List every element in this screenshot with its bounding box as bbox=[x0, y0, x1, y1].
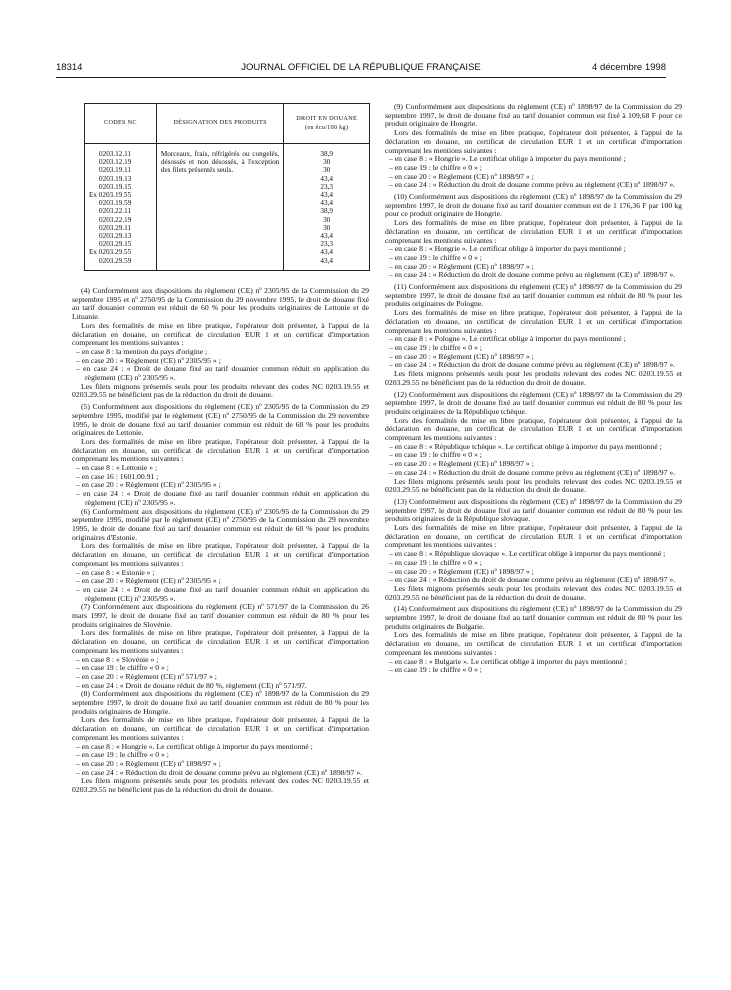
paragraph-6: (6) Conformément aux dispositions du règlement (CE) nº 2305/95 de la Commission du 29 septembre 1995, modifié par le règlement (CE) nº 2750/95 de la Commission du 29 novembre 1995, le droit de douane fixé au tarif douanier commun est réduit de 60 % pour les produits originaires d'Estonie. bbox=[72, 506, 369, 542]
paragraph-8-formalities: Lors des formalités de mise en libre pratique, l'opérateur doit présenter, à l'appui de la déclaration en douane, un certificat de circulation EUR 1 et un certificat d'importation comprenant les mentions suivantes : bbox=[72, 715, 369, 742]
paragraph-14-formalities: Lors des formalités de mise en libre pratique, l'opérateur doit présenter, à l'appui de la déclaration en douane, un certificat de circulation EUR 1 et un certificat d'importation comprenant les mentions suivantes : bbox=[385, 630, 682, 657]
journal-title: JOURNAL OFFICIEL DE LA RÉPUBLIQUE FRANÇAISE bbox=[241, 62, 481, 73]
list-item: – en case 19 : le chiffre « 0 » ; bbox=[76, 663, 169, 673]
nc-code: 0203.22.11 bbox=[99, 207, 132, 216]
duty-value: 38,9 bbox=[320, 207, 333, 216]
list-13 bbox=[385, 550, 682, 585]
list-item: – en case 24 : « Droit de douane fixé au tarif douanier commun réduit en application du règlement (CE) nº 2305/95 ». bbox=[76, 584, 369, 603]
list-6 bbox=[72, 569, 369, 604]
codes-cell bbox=[85, 144, 157, 271]
list-item: – en case 8 : « Hongrie ». Le certificat oblige à importer du pays mentionné ; bbox=[389, 244, 626, 254]
column-header-droit-label: DROIT EN DOUANE bbox=[296, 115, 358, 123]
tariff-table bbox=[84, 103, 370, 271]
right-column bbox=[385, 103, 682, 675]
paragraph-8: (8) Conformément aux dispositions du règlement (CE) nº 1898/97 de la Commission du 29 septembre 1997, le droit de douane fixé au tarif douanier commun est réduit de 80 % pour les produits originaires de Hongrie. bbox=[72, 689, 369, 716]
nc-code: 0203.19.11 bbox=[99, 166, 132, 175]
duty-value: 38,9 bbox=[320, 150, 333, 158]
list-item: – en case 24 : « Réduction du droit de douane comme prévu au règlement (CE) nº 1898/97 ». bbox=[389, 180, 676, 190]
list-item: – en case 20 : « Règlement (CE) nº 1898/97 » ; bbox=[389, 171, 534, 181]
nc-code: 0203.12.19 bbox=[99, 158, 132, 167]
nc-code: 0203.19.59 bbox=[99, 199, 132, 208]
list-item: – en case 24 : « Droit de douane réduit de 80 %, règlement (CE) nº 571/97. bbox=[76, 680, 307, 690]
column-header-designation: DÉSIGNATION DES PRODUITS bbox=[156, 104, 283, 144]
list-item: – en case 19 : le chiffre « 0 » ; bbox=[389, 557, 482, 567]
paragraph-4-note: Les filets mignons présentés seuls pour les produits relevant des codes NC 0203.19.55 et 0203.29.55 ne bénéficient pas de la réduction du droit de douane. bbox=[72, 381, 369, 400]
list-item: – en case 20 : « Règlement (CE) nº 571/97 » ; bbox=[76, 671, 217, 681]
column-header-codes: CODES NC bbox=[85, 104, 157, 144]
duty-value: 43,4 bbox=[320, 199, 333, 208]
paragraph-4: (4) Conformément aux dispositions du règlement (CE) nº 2305/95 de la Commission du 29 septembre 1995 et nº 2750/95 de la Commission du 29 novembre 1995, le droit de douane fixé au tarif douanier commun est réduit de 60 % pour les produits originaires de Lettonie et de Lituanie. bbox=[72, 286, 369, 322]
list-item: – en case 24 : « Droit de douane fixé au tarif douanier commun réduit en application du règlement (CE) nº 2305/95 ». bbox=[76, 364, 369, 383]
duty-value: 23,3 bbox=[320, 240, 333, 249]
duty-value: 30 bbox=[323, 166, 331, 175]
list-item: – en case 8 : « Pologne ». Le certificat oblige à importer du pays mentionné ; bbox=[389, 334, 626, 344]
list-item: – en case 24 : « Droit de douane fixé au tarif douanier commun réduit en application du règlement (CE) nº 2305/95 ». bbox=[76, 489, 369, 507]
list-item: – en case 16 : 1601.00.91 ; bbox=[76, 471, 159, 481]
page-number: 18314 bbox=[56, 62, 83, 73]
list-item: – en case 19 : le chiffre « 0 » ; bbox=[389, 342, 482, 352]
nc-code: 0203.12.11 bbox=[99, 150, 132, 158]
paragraph-11-note: Les filets mignons présentés seuls pour les produits relevant des codes NC 0203.19.55 et 0203.29.55 ne bénéficient pas de la réduction du droit de douane. bbox=[385, 369, 682, 387]
nc-code: 0203.29.11 bbox=[99, 223, 132, 232]
list-10 bbox=[385, 245, 682, 280]
nc-code: 0203.29.13 bbox=[99, 232, 132, 241]
values-cell bbox=[284, 144, 370, 271]
paragraph-8-note: Les filets mignons présentés seuls pour les produits relevant des codes NC 0203.19.55 et 0203.29.55 ne bénéficient pas de la réduction du droit de douane. bbox=[72, 776, 369, 795]
paragraph-10-formalities: Lors des formalités de mise en libre pratique, l'opérateur doit présenter, à l'appui de la déclaration en douane, un certificat de circulation EUR 1 et un certificat d'importation comprenant les mentions suivantes : bbox=[385, 218, 682, 245]
list-item: – en case 8 : « Lettonie » ; bbox=[76, 463, 158, 473]
list-item: – en case 20 : « Règlement (CE) nº 2305/95 » ; bbox=[76, 355, 221, 365]
left-column bbox=[72, 287, 369, 795]
paragraph-5-formalities: Lors des formalités de mise en libre pratique, l'opérateur doit présenter, à l'appui de la déclaration en douane, un certificat de circulation EUR 1 et un certificat d'importation comprenant les mentions suivantes : bbox=[72, 436, 369, 464]
duty-value: 30 bbox=[323, 215, 331, 224]
paragraph-14: (14) Conformément aux dispositions du règlement (CE) nº 1898/97 de la Commission du 29 septembre 1997, le droit de douane fixé au tarif douanier commun est réduit de 80 % pour les produits originaires de Bulgarie. bbox=[385, 604, 682, 631]
duty-value: 43,4 bbox=[320, 191, 333, 200]
list-7 bbox=[72, 656, 369, 691]
header-rule bbox=[56, 77, 666, 78]
duty-value: 43,4 bbox=[320, 232, 333, 241]
list-5 bbox=[72, 464, 369, 508]
list-item: – en case 8 : « Slovénie » ; bbox=[76, 654, 159, 664]
paragraph-13-note: Les filets mignons présentés seuls pour les produits relevant des codes NC 0203.19.55 et 0203.29.55 ne bénéficient pas de la réduction du droit de douane. bbox=[385, 583, 682, 602]
nc-code: 0203.19.13 bbox=[99, 174, 132, 183]
list-item: – en case 19 : le chiffre « 0 » ; bbox=[76, 750, 169, 760]
duty-value: 30 bbox=[323, 158, 331, 167]
duty-value: 43,4 bbox=[320, 256, 333, 265]
paragraph-9: (9) Conformément aux dispositions du règlement (CE) nº 1898/97 de la Commission du 29 septembre 1997, le droit de douane fixé au tarif douanier commun est fixé à 109,68 F pour ce produit originaire de Hongrie. bbox=[385, 102, 682, 129]
paragraph-13-formalities: Lors des formalités de mise en libre pratique, l'opérateur doit présenter, à l'appui de la déclaration en douane, un certificat de circulation EUR 1 et un certificat d'importation comprenant les mentions suivantes : bbox=[385, 523, 682, 550]
list-item: – en case 8 : « Estonie » ; bbox=[76, 567, 155, 577]
list-item: – en case 24 : « Réduction du droit de douane comme prévu au règlement (CE) nº 1898/97 ». bbox=[389, 575, 676, 585]
paragraph-13: (13) Conformément aux dispositions du règlement (CE) nº 1898/97 de la Commission du 29 septembre 1997, le droit de douane fixé au tarif douanier commun est réduit de 80 % pour les produits originaires de la République slovaque. bbox=[385, 496, 682, 524]
designation-cell: Morceaux, frais, réfrigérés ou congelés, désossés et non désossés, à l'exception des filets présentés seuls. bbox=[156, 144, 283, 271]
paragraph-7-formalities: Lors des formalités de mise en libre pratique, l'opérateur doit présenter, à l'appui de la déclaration en douane, un certificat de circulation EUR 1 et un certificat d'importation comprenant les mentions suivantes : bbox=[72, 628, 369, 655]
paragraph-4-formalities: Lors des formalités de mise en libre pratique, l'opérateur doit présenter, à l'appui de la déclaration en douane, un certificat de circulation EUR 1 et un certificat d'importation comprenant les mentions suivantes : bbox=[72, 320, 369, 348]
list-item: – en case 8 : « République tchèque ». Le certificat oblige à importer du pays mentionné ; bbox=[389, 441, 662, 451]
column-header-droit bbox=[284, 104, 370, 144]
list-item: – en case 8 : « Bulgarie ». Le certificat oblige à importer du pays mentionné ; bbox=[389, 656, 628, 666]
list-item: – en case 20 : « Règlement (CE) nº 1898/97 » ; bbox=[389, 459, 534, 469]
list-item: – en case 19 : le chiffre « 0 » ; bbox=[389, 252, 482, 262]
list-item: – en case 24 : « Réduction du droit de douane comme prévu au règlement (CE) nº 1898/97 ». bbox=[389, 467, 676, 477]
list-item: – en case 8 : la mention du pays d'origine ; bbox=[76, 346, 208, 356]
list-8 bbox=[72, 743, 369, 778]
paragraph-12-formalities: Lors des formalités de mise en libre pratique, l'opérateur doit présenter, à l'appui de la déclaration en douane, un certificat de circulation EUR 1 et un certificat d'importation comprenant les mentions suivantes : bbox=[385, 415, 682, 443]
page-header bbox=[56, 62, 666, 76]
duty-value: 30 bbox=[323, 223, 331, 232]
paragraph-6-formalities: Lors des formalités de mise en libre pratique, l'opérateur doit présenter, à l'appui de la déclaration en douane, un certificat de circulation EUR 1 et un certificat d'importation comprenant les mentions suivantes : bbox=[72, 541, 369, 568]
list-item: – en case 24 : « Réduction du droit de douane comme prévu au règlement (CE) nº 1898/97 ». bbox=[389, 360, 676, 370]
list-9 bbox=[385, 155, 682, 190]
duty-value: 43,4 bbox=[320, 248, 333, 257]
list-11 bbox=[385, 335, 682, 370]
nc-code: 0203.29.15 bbox=[99, 240, 132, 249]
paragraph-12: (12) Conformément aux dispositions du règlement (CE) nº 1898/97 de la Commission du 29 septembre 1997, le droit de douane fixé au tarif douanier commun est réduit de 80 % pour les produits originaires de la République tchèque. bbox=[385, 389, 682, 416]
list-item: – en case 20 : « Règlement (CE) nº 2305/95 » ; bbox=[76, 576, 221, 586]
list-item: – en case 8 : « Hongrie ». Le certificat oblige à importer du pays mentionné ; bbox=[76, 741, 313, 751]
issue-date: 4 décembre 1998 bbox=[592, 62, 666, 73]
duty-value: 43,4 bbox=[320, 174, 333, 183]
list-item: – en case 20 : « Règlement (CE) nº 1898/97 » ; bbox=[389, 566, 534, 576]
paragraph-12-note: Les filets mignons présentés seuls pour les produits relevant des codes NC 0203.19.55 et 0203.29.55 ne bénéficient pas de la réduction du droit de douane. bbox=[385, 476, 682, 495]
list-4 bbox=[72, 348, 369, 383]
list-item: – en case 8 : « République slovaque ». Le certificat oblige à importer du pays mentionné ; bbox=[389, 549, 666, 559]
list-item: – en case 19 : le chiffre « 0 » ; bbox=[389, 162, 482, 172]
column-header-droit-unit: (en écu/100 kg) bbox=[304, 123, 349, 131]
nc-code: 0203.22.19 bbox=[99, 215, 132, 224]
paragraph-10: (10) Conformément aux dispositions du règlement (CE) nº 1898/97 de la Commission du 29 septembre 1997, le droit de douane fixé au tarif douanier commun est de 1 176,36 F par 100 kg pour ce produit originaire de Hongrie. bbox=[385, 192, 682, 219]
list-12 bbox=[385, 443, 682, 478]
duty-value: 23,3 bbox=[320, 182, 333, 191]
list-item: – en case 19 : le chiffre « 0 » ; bbox=[389, 665, 482, 675]
paragraph-7: (7) Conformément aux dispositions du règlement (CE) nº 571/97 de la Commission du 26 mars 1997, le droit de douane fixé au tarif douanier commun est réduit de 80 % pour les produits originaires de Slovénie. bbox=[72, 602, 369, 629]
list-item: – en case 20 : « Règlement (CE) nº 2305/95 » ; bbox=[76, 480, 221, 490]
nc-code: 0203.19.15 bbox=[99, 182, 132, 191]
paragraph-5: (5) Conformément aux dispositions du règlement (CE) nº 2305/95 de la Commission du 29 septembre 1995, modifié par le règlement (CE) nº 2750/95 de la Commission du 29 novembre 1995, le droit de douane fixé au tarif douanier commun est réduit de 60 % pour les produits originaires de Lettonie. bbox=[72, 402, 369, 438]
list-item: – en case 20 : « Règlement (CE) nº 1898/97 » ; bbox=[76, 758, 221, 768]
list-14 bbox=[385, 658, 682, 675]
list-item: – en case 24 : « Réduction du droit de douane comme prévu au règlement (CE) nº 1898/97 ». bbox=[76, 767, 363, 777]
paragraph-9-formalities: Lors des formalités de mise en libre pratique, l'opérateur doit présenter, à l'appui de la déclaration en douane, un certificat de circulation EUR 1 et un certificat d'importation comprenant les mentions suivantes : bbox=[385, 128, 682, 155]
list-item: – en case 19 : le chiffre « 0 » ; bbox=[389, 450, 482, 460]
paragraph-11-formalities: Lors des formalités de mise en libre pratique, l'opérateur doit présenter, à l'appui de la déclaration en douane, un certificat de circulation EUR 1 et un certificat d'importation comprenant les mentions suivantes : bbox=[385, 308, 682, 335]
list-item: – en case 20 : « Règlement (CE) nº 1898/97 » ; bbox=[389, 261, 534, 271]
nc-code: 0203.29.59 bbox=[99, 256, 132, 265]
list-item: – en case 24 : « Réduction du droit de douane comme prévu au règlement (CE) nº 1898/97 ». bbox=[389, 270, 676, 280]
paragraph-11: (11) Conformément aux dispositions du règlement (CE) nº 1898/97 de la Commission du 29 septembre 1997, le droit de douane fixé au tarif douanier commun est réduit de 80 % pour les produits originaires de Pologne. bbox=[385, 282, 682, 309]
list-item: – en case 20 : « Règlement (CE) nº 1898/97 » ; bbox=[389, 351, 534, 361]
list-item: – en case 8 : « Hongrie ». Le certificat oblige à importer du pays mentionné ; bbox=[389, 154, 626, 164]
nc-code: Ex 0203.29.55 bbox=[89, 248, 132, 257]
nc-code: Ex 0203.19.55 bbox=[89, 191, 132, 200]
